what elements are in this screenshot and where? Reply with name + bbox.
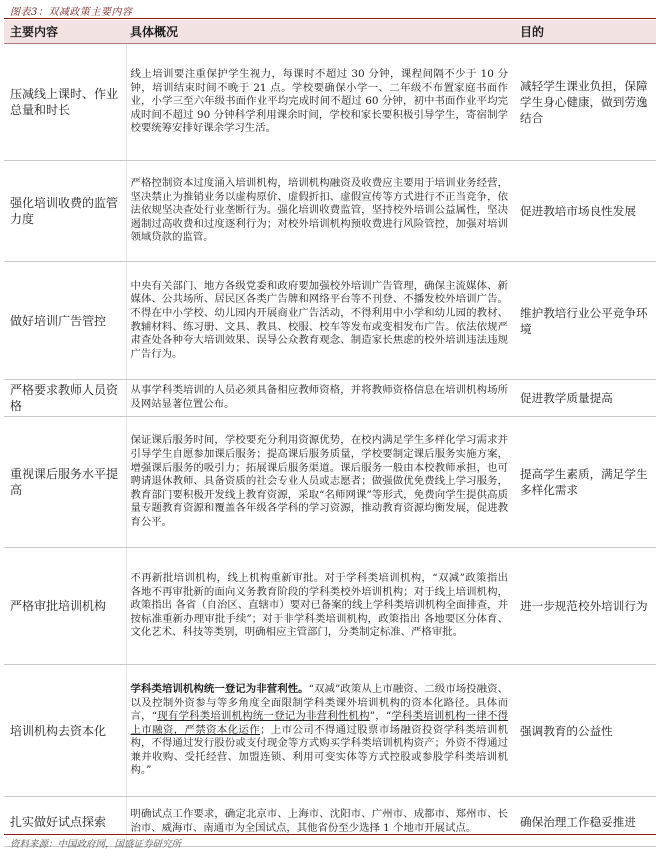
desc-text: 明确试点工作要求，确定北京市、上海市、沈阳市、广州市、成都市、郑州市、长治市、威海市、南通市为全国试点，其他省份至少选择 1 个地市开展试点。 — [130, 807, 508, 834]
table-row — [4, 380, 656, 417]
desc-text: 中央有关部门、地方各级党委和政府要加强校外培训广告管理，确保主流媒体、新媒体、公共场所、居民区各类广告牌和网络平台等不刊登、不播发校外培训广告。不得在中小学校、幼儿园内开展商业广告活动，不得利用中小学和幼儿园的教材、教辅材料、练习册、文具、教具、校服、校车等发布或变相发布广告。依法依规严肃查处各种夸大培训效果、误导公众教育观念、制造家长焦虑的校外培训违法违规广告行为。 — [130, 279, 508, 360]
row-topic: 严格审批培训机构 — [4, 548, 126, 665]
source-note: 资料来源：中国政府网，国盛证券研究所 — [10, 839, 182, 850]
policy-table — [4, 20, 656, 847]
row-description — [126, 665, 512, 797]
row-goal: 提高学生素质，满足学生多样化需求 — [512, 417, 656, 548]
row-topic: 压减线上课时、作业总量和时长 — [4, 44, 126, 161]
table-row — [4, 548, 656, 665]
row-topic: 严格要求教师人员资格 — [4, 380, 126, 417]
top-rule — [4, 18, 656, 19]
row-description — [126, 380, 512, 417]
table-row — [4, 417, 656, 548]
row-description — [126, 44, 512, 161]
row-description — [126, 417, 512, 548]
desc-text: 不再新批培训机构，线上机构重新审批。对于学科类培训机构，“双减”政策指出 各地不再审批新的面向义务教育阶段的学科类校外培训机构；对于线上培训机构，政策指出 各省（自治区、直辖市）要对已备案的线上学科类培训机构全面排查，并按标准重新办理审批手续”；对于非学科类培训机构，政策指出 各地要区分体育、文化艺术、科技等类别，明确相应主管部门，分类制定标准、严格审批。 — [130, 572, 508, 639]
row-goal: 维护教培行业公平竞争环境 — [512, 262, 656, 380]
table-row — [4, 262, 656, 380]
desc-text: ；上市公司不得通过股票市场融资投资学科类培训机构，不得通过发行股份或支付现金等方式购买学科类培训机构资产；外资不得通过兼并收购、受托经营、加盟连锁、利用可变实体等方式控股或参股学科类培训机构。” — [130, 723, 509, 777]
row-topic: 扎实做好试点探索 — [4, 797, 126, 847]
row-topic: 做好培训广告管控 — [4, 262, 126, 380]
row-goal: 确保治理工作稳妥推进 — [512, 797, 656, 847]
desc-text: 线上培训要注重保护学生视力，每课时不超过 30 分钟，课程间隔不少于 10 分钟，培训结束时间不晚于 21 点。学校要确保小学一、二年级不布置家庭书面作业，小学三至六年级书面作业平均完成时间不超过 60 分钟，初中书面作业平均完成时间不超过 90 分钟科学利用课余时间，学校和家长要积极引导学生，寄宿制学校要统筹安排好课余学习生活。 — [130, 68, 508, 135]
row-goal: 促进教培市场良性发展 — [512, 161, 656, 262]
header-desc: 具体概况 — [126, 20, 512, 44]
header-row — [4, 20, 656, 44]
header-goal: 目的 — [512, 20, 656, 44]
row-goal: 强调教育的公益性 — [512, 665, 656, 797]
table-row — [4, 161, 656, 262]
desc-text: “双减”政策从上市融资、二级市场投融资、以及控制外资参与等多角度全面限制学科类课外培训机构的资本化路径。具体而言，“ — [130, 682, 509, 723]
table-row — [4, 44, 656, 161]
desc-underlined-quote: 现有学科类培训机构统一登记为非营利性机构 — [157, 710, 370, 723]
desc-underlined-quote: 学科类培训机构一律不得上市融资，严禁资本化运作 — [130, 710, 509, 736]
row-description — [126, 548, 512, 665]
bottom-rule — [4, 834, 656, 835]
row-goal: 促进教学质量提高 — [512, 380, 656, 417]
figure-title: 图表3：双减政策主要内容 — [10, 7, 133, 18]
row-description — [126, 161, 512, 262]
row-goal: 进一步规范校外培训行为 — [512, 548, 656, 665]
row-topic: 强化培训收费的监管力度 — [4, 161, 126, 262]
row-topic: 培训机构去资本化 — [4, 665, 126, 797]
desc-text: ”，“ — [369, 710, 392, 723]
desc-text: 保证课后服务时间，学校要充分利用资源优势，在校内满足学生多样化学习需求并引导学生自愿参加课后服务；提高课后服务质量，学校要制定课后服务实施方案，增强课后服务的吸引力；拓展课后服务渠道。课后服务一般由本校教师承担，也可聘请退休教师、具备资质的社会专业人员或志愿者；做强做优免费线上学习服务，教育部门要积极开发线上教育资源，采取“名师网课”等形式，免费向学生提供高质量专题教育资源和覆盖各年级各学科的学习资源，推动教育资源均衡发展，促进教育公平。 — [130, 434, 508, 528]
header-topic: 主要内容 — [4, 20, 126, 44]
table-row — [4, 665, 656, 797]
desc-text: 从事学科类培训的人员必须具备相应教师资格，并将教师资格信息在培训机构场所及网站显著位置公布。 — [130, 384, 508, 410]
row-topic: 重视课后服务水平提高 — [4, 417, 126, 548]
document-page — [4, 0, 656, 856]
row-description — [126, 797, 512, 847]
desc-text: 严格控制资本过度涌入培训机构，培训机构融资及收费应主要用于培训业务经营，坚决禁止为推销业务以虚构原价、虚假折扣、虚假宣传等方式进行不正当竞争，依法依规坚决查处行业垄断行为。强化培训收费监管，坚持校外培训公益属性，坚决遏制过高收费和过度逐利行为；对校外培训机构预收费进行风险管控，加强对培训领域贷款的监管。 — [130, 177, 508, 244]
row-goal: 减轻学生课业负担，保障学生身心健康，做到劳逸结合 — [512, 44, 656, 161]
desc-bold-lead: 学科类培训机构统一登记为非营利性。 — [130, 682, 309, 695]
row-description — [126, 262, 512, 380]
